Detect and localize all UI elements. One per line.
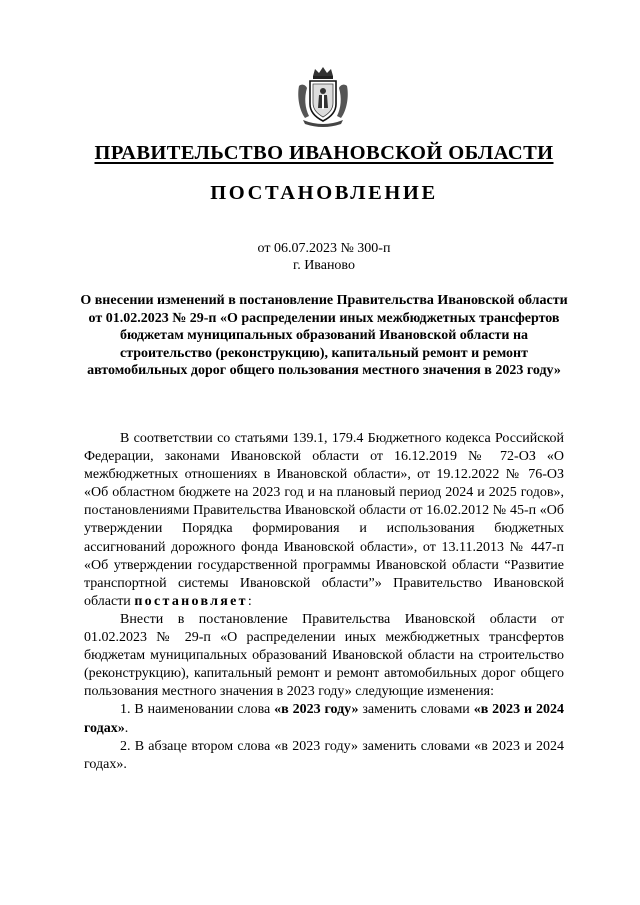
preamble-text: В соответствии со статьями 139.1, 179.4 Бюджетного кодекса Российской Федерации, законами Ивановской области от 16.12.2019 № 72-ОЗ «О межбюджетных отношениях в Ивановской области», от 19.12.2022 № 76-ОЗ «Об областном бюджете на 2023 год и на плановый период 2024 и 2025 годов», постановлениями Правительства Ивановской области от 16.02.2012 № 45-п «Об утверждении Порядка формирования и использования бюджетных ассигнований дорожного фонда Ивановской области», от 13.11.2013 № 447-п «Об утверждении государственной программы Ивановской области “Развитие транспортной системы Ивановской области”» Правительство Ивановской области bbox=[84, 431, 564, 609]
item1-suffix: . bbox=[124, 720, 129, 736]
item1-new-words: «в 2023 и 2024 годах» bbox=[84, 702, 564, 736]
city: г. Иваново bbox=[293, 258, 355, 273]
changes-list bbox=[84, 701, 564, 773]
document-title: О внесении изменений в постановление Правительства Ивановской области от 01.02.2023 № 29-п «О распределении иных межбюджетных трансфертов бюджетам муниципальных образований Ивановской области на строительство (реконструкцию), капитальный ремонт и ремонт автомобильных дорог общего пользования местного значения в 2023 году» bbox=[80, 293, 568, 379]
coat-of-arms-icon bbox=[295, 66, 351, 128]
preamble-paragraph bbox=[84, 430, 564, 611]
document-body bbox=[84, 430, 564, 774]
government-name: ПРАВИТЕЛЬСТВО ИВАНОВСКОЙ ОБЛАСТИ bbox=[94, 142, 554, 164]
item1-old-words: «в 2023 году» bbox=[274, 702, 359, 718]
list-item bbox=[84, 701, 564, 737]
decree-colon: : bbox=[247, 593, 252, 609]
intro-paragraph: Внести в постановление Правительства Ивановской области от 01.02.2023 № 29-п «О распределении иных межбюджетных трансфертов бюджетам муниципальных образований Ивановской области на строительство (реконструкцию), капитальный ремонт и ремонт автомобильных дорог общего пользования местного значения в 2023 году» следующие изменения: bbox=[84, 611, 564, 700]
decree-word: постановляет bbox=[134, 593, 248, 609]
date-and-number: от 06.07.2023 № 300-п bbox=[257, 241, 391, 256]
list-item: 2. В абзаце втором слова «в 2023 году» заменить словами «в 2023 и 2024 годах». bbox=[84, 738, 564, 772]
document-type: ПОСТАНОВЛЕНИЕ bbox=[210, 182, 438, 204]
item1-middle: заменить словами bbox=[358, 702, 474, 718]
item1-prefix: 1. В наименовании слова bbox=[120, 702, 275, 718]
